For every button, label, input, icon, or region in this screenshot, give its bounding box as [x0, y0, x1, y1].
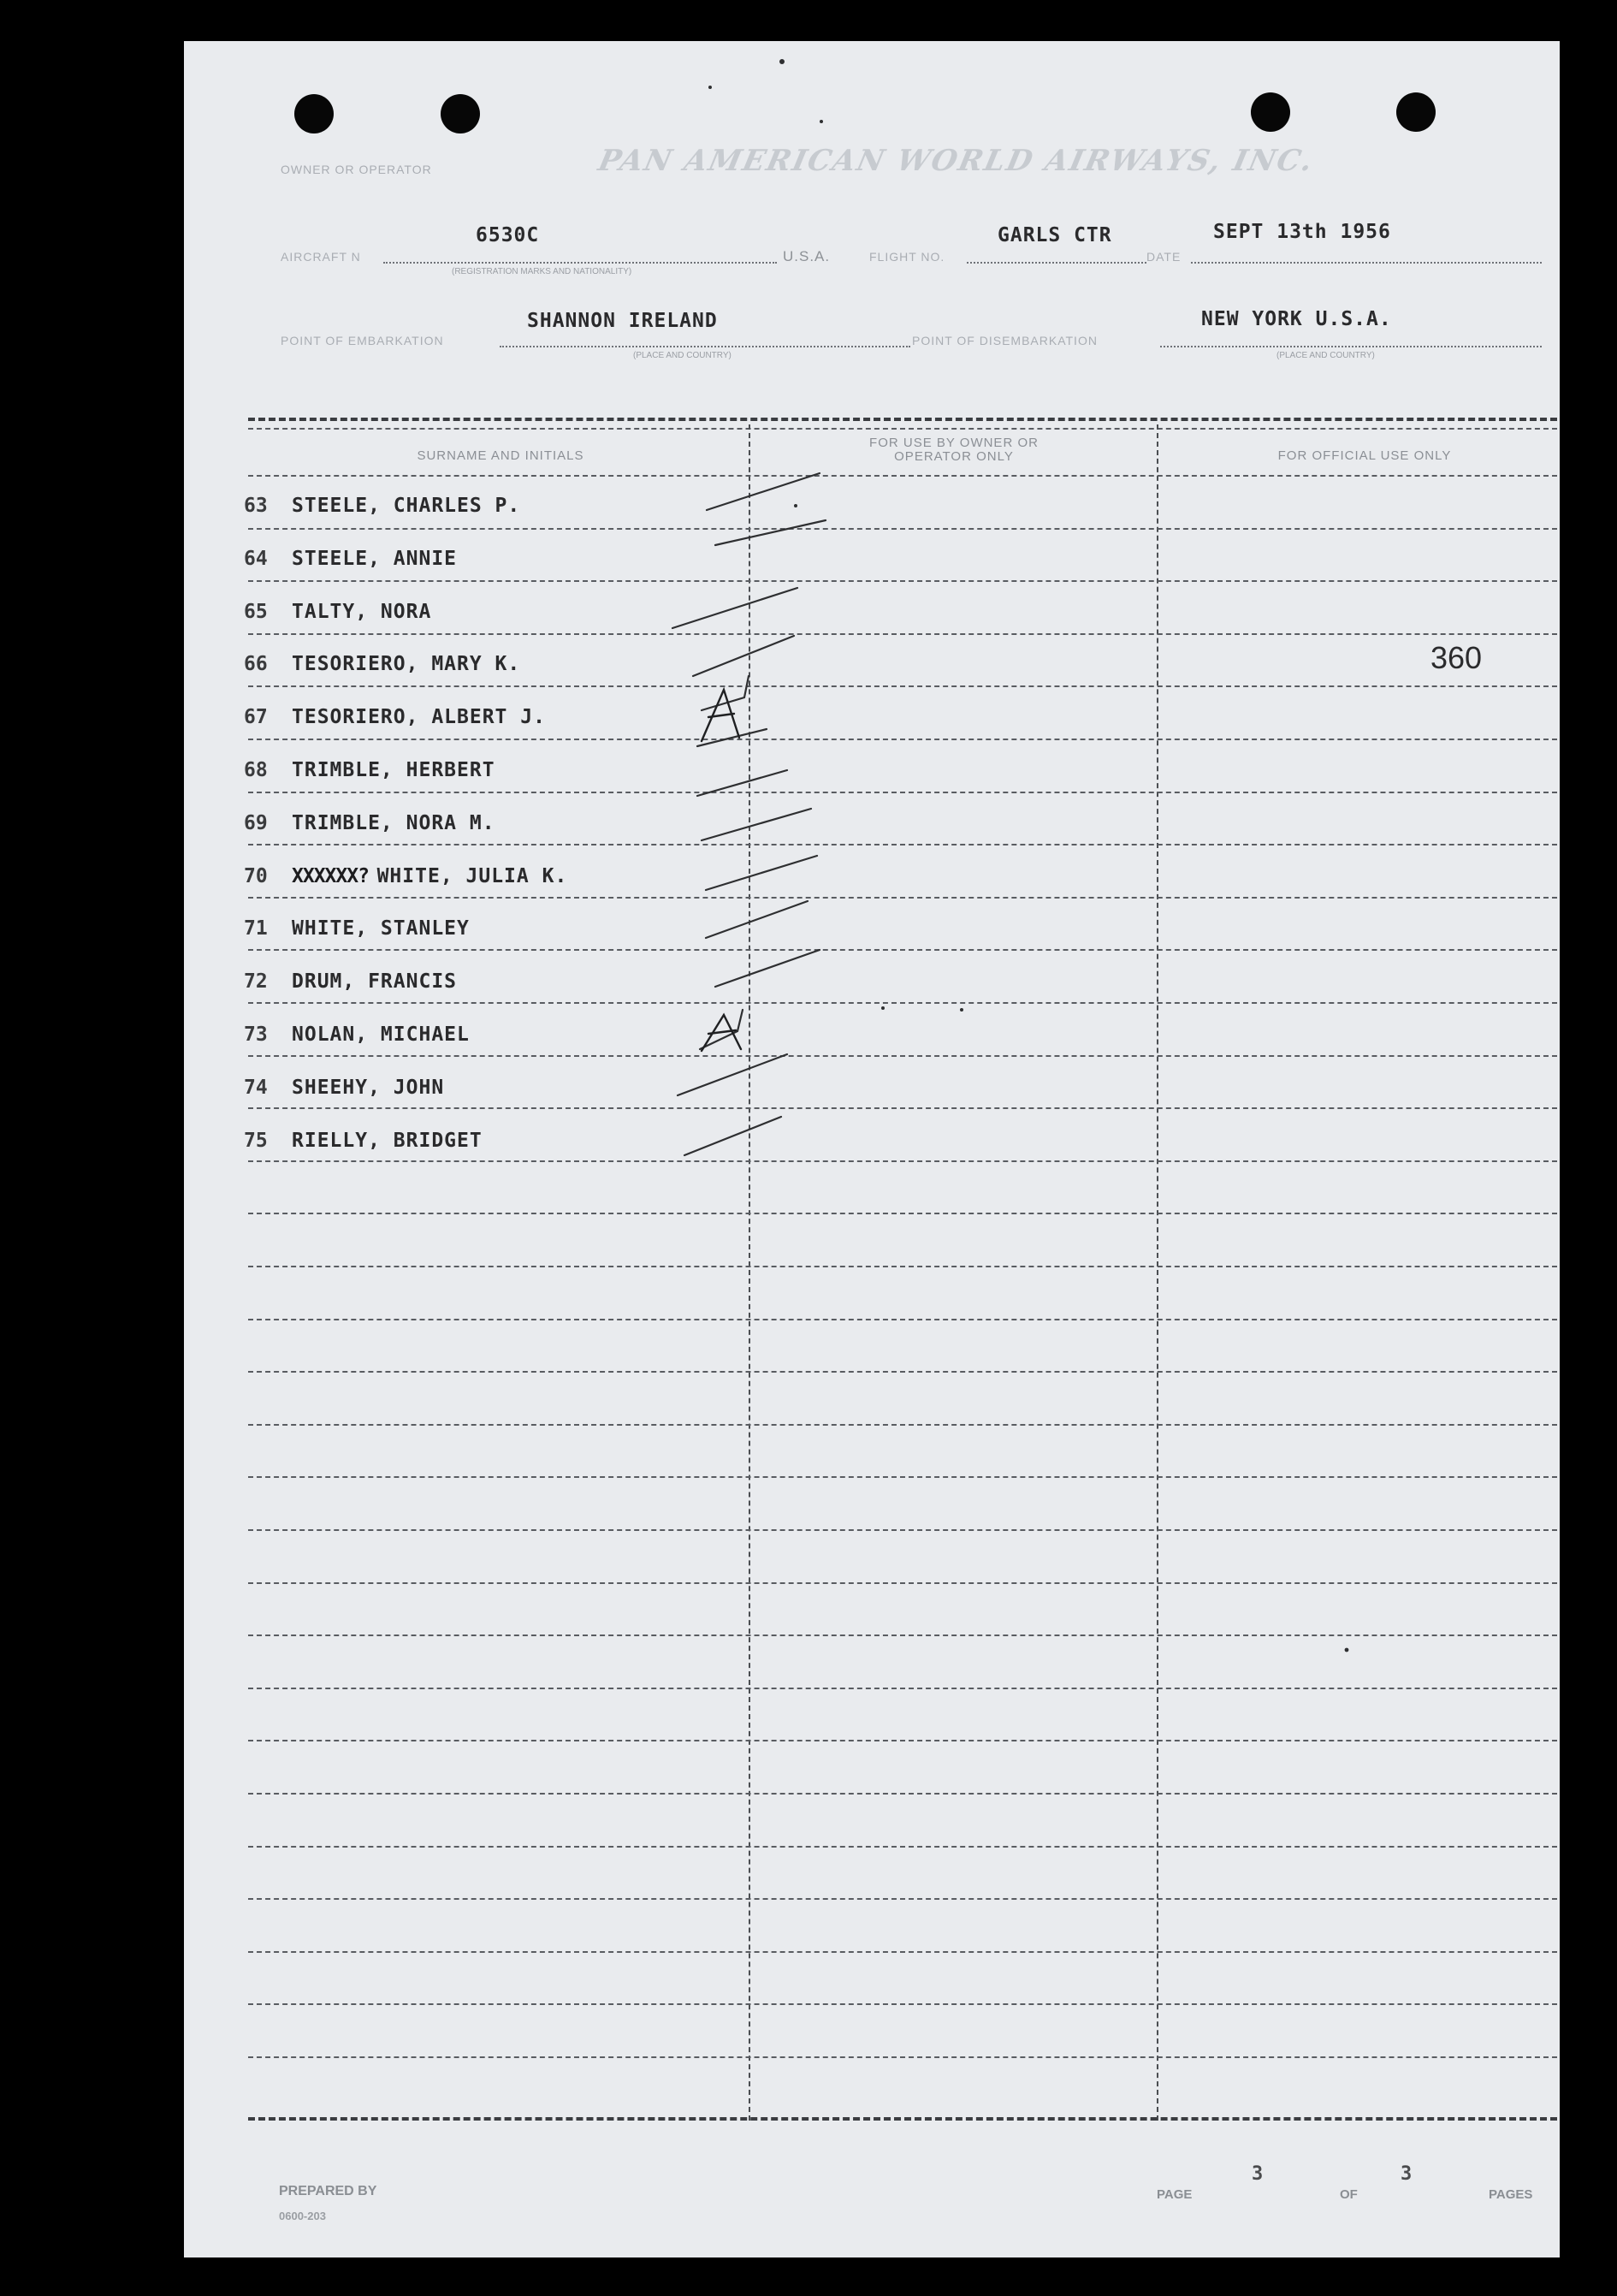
prepared-by-label: PREPARED BY [279, 2184, 377, 2198]
passenger-name: TESORIERO, MARY K. [292, 653, 521, 676]
airline-name: PAN AMERICAN WORLD AIRWAYS, INC. [595, 144, 1318, 178]
official-note: 360 [1430, 640, 1483, 675]
of-value: 3 [1401, 2163, 1413, 2185]
passenger-name: NOLAN, MICHAEL [292, 1023, 470, 1046]
passenger-number: 75 [244, 1129, 268, 1152]
date-label: DATE [1146, 250, 1182, 264]
passenger-number: 65 [244, 600, 268, 623]
usa-label: U.S.A. [783, 248, 831, 264]
passenger-number: 74 [244, 1076, 268, 1099]
passenger-name: WHITE, JULIA K. [376, 864, 568, 887]
page-value: 3 [1252, 2163, 1264, 2185]
passenger-name: TALTY, NORA [292, 600, 432, 623]
owner-label: OWNER OR OPERATOR [281, 163, 432, 176]
passenger-name: WHITE, STANLEY [292, 917, 470, 940]
passenger-number: 64 [244, 547, 268, 570]
passenger-number: 67 [244, 706, 268, 729]
struck-out-text: XXXXXX? [292, 864, 369, 887]
aircraft-label: AIRCRAFT N [281, 250, 361, 264]
embarkation-value: SHANNON IRELAND [527, 310, 718, 332]
page-label: PAGE [1157, 2187, 1193, 2202]
passenger-number: 66 [244, 653, 268, 676]
passenger-number: 69 [244, 811, 268, 834]
form-number: 0600-203 [279, 2210, 326, 2222]
passenger-number: 63 [244, 495, 268, 517]
embarkation-label: POINT OF EMBARKATION [281, 334, 444, 347]
passenger-number: 68 [244, 759, 268, 781]
owner-use-column-header: FOR USE BY OWNER OR OPERATOR ONLY [869, 436, 1039, 464]
embarkation-caption: (PLACE AND COUNTRY) [633, 351, 732, 360]
disembarkation-caption: (PLACE AND COUNTRY) [1276, 351, 1375, 360]
passenger-name: DRUM, FRANCIS [292, 970, 458, 994]
passenger-name: STEELE, ANNIE [292, 547, 458, 570]
table-bottom-rule [248, 2117, 1557, 2121]
surname-column-header: SURNAME AND INITIALS [417, 448, 584, 463]
passenger-number: 71 [244, 917, 268, 940]
disembarkation-value: NEW YORK U.S.A. [1201, 308, 1392, 330]
passenger-name: STEELE, CHARLES P. [292, 495, 521, 517]
date-value: SEPT 13th 1956 [1213, 221, 1391, 243]
registration-caption: (REGISTRATION MARKS AND NATIONALITY) [452, 267, 632, 276]
flight-label: FLIGHT NO. [869, 250, 945, 264]
passenger-number: 70 [244, 864, 268, 887]
passenger-name: RIELLY, BRIDGET [292, 1129, 483, 1152]
flight-value: GARLS CTR [998, 224, 1112, 246]
passenger-name: TRIMBLE, HERBERT [292, 759, 495, 781]
official-use-column-header: FOR OFFICIAL USE ONLY [1277, 448, 1452, 463]
passenger-name: TESORIERO, ALBERT J. [292, 706, 546, 729]
passenger-name: TRIMBLE, NORA M. [292, 811, 495, 834]
passenger-number: 72 [244, 970, 268, 994]
disembarkation-label: POINT OF DISEMBARKATION [912, 334, 1098, 347]
aircraft-value: 6530C [476, 224, 540, 246]
pages-label: PAGES [1489, 2187, 1533, 2202]
of-label: OF [1340, 2187, 1358, 2202]
passenger-number: 73 [244, 1023, 268, 1046]
passenger-name: SHEEHY, JOHN [292, 1076, 445, 1099]
